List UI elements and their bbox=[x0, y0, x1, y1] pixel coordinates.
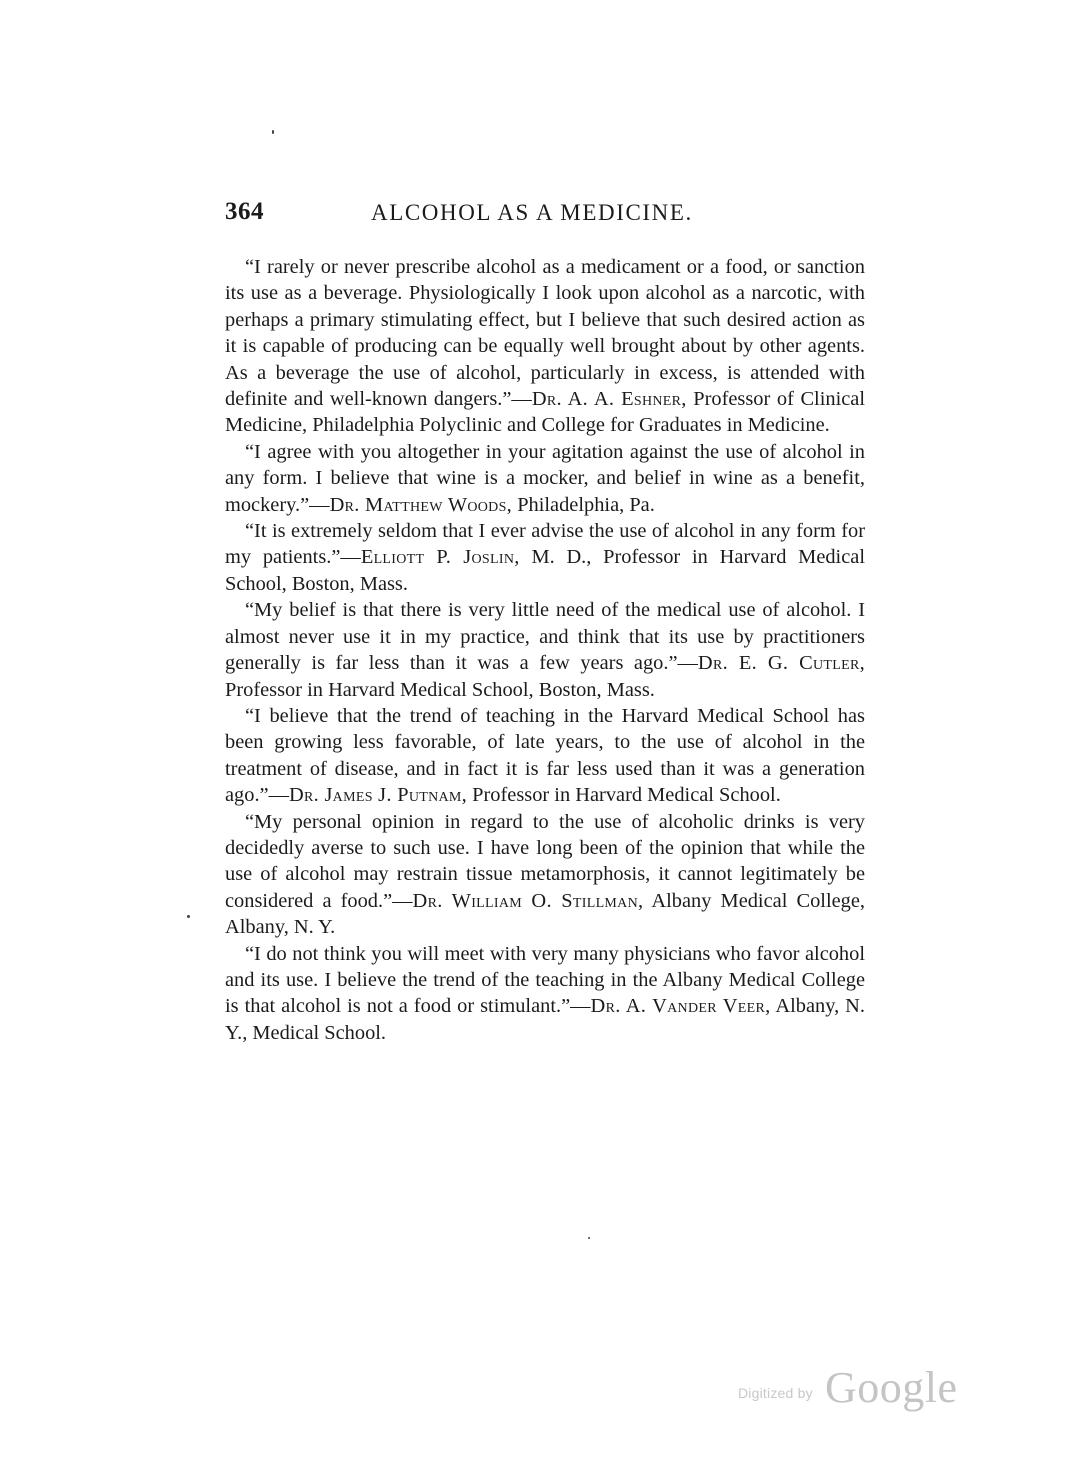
page-body bbox=[225, 254, 865, 1046]
testimonial-affiliation: Professor of Clinical Medicine, Philadelphia Polyclinic and College for Graduates in Medicine. bbox=[225, 388, 865, 437]
testimonial-paragraph bbox=[225, 941, 865, 1047]
page-number: 364 bbox=[225, 198, 264, 225]
testimonial-affiliation: Philadelphia, Pa. bbox=[512, 493, 655, 516]
testimonial-paragraph bbox=[225, 703, 865, 809]
testimonial-affiliation: Professor in Harvard Medical School. bbox=[467, 784, 781, 807]
testimonial-quote: “I agree with you altogether in your agitation against the use of alcohol in any form. I believe that wine is a mocker, and belief in wine as a benefit, mockery.”— bbox=[225, 440, 865, 516]
testimonial-quote: “My belief is that there is very little need of the medical use of alcohol. I almost never use it in my practice, and think that its use by practitioners generally is far less than it was a few years ago.”— bbox=[225, 599, 865, 675]
testimonial-affiliation: Albany Medical College, Albany, N. Y. bbox=[225, 889, 866, 939]
testimonial-affiliation: Albany, N. Y., Medical School. bbox=[225, 995, 865, 1044]
running-title: ALCOHOL AS A MEDICINE. bbox=[371, 200, 693, 225]
testimonial-quote: “I do not think you will meet with very many physicians who favor alcohol and its use. I believe the trend of the teaching in the Albany Medical College is that alcohol is not a food or stimulant.”— bbox=[225, 942, 865, 1018]
testimonial-author: Dr. A. A. Eshner, bbox=[531, 388, 687, 411]
testimonial-paragraph bbox=[225, 254, 865, 439]
testimonial-author: Dr. William O. Stillman, bbox=[412, 889, 644, 912]
testimonial-author: Dr. Matthew Woods, bbox=[329, 493, 513, 516]
testimonial-author: Dr. A. Vander Veer, bbox=[590, 995, 771, 1018]
watermark-prefix: Digitized by bbox=[738, 1385, 813, 1401]
testimonial-paragraph bbox=[225, 809, 865, 941]
google-logo: Google bbox=[825, 1363, 958, 1412]
page-header bbox=[225, 198, 865, 234]
testimonial-quote: “My personal opinion in regard to the use of alcoholic drinks is very decidedly averse to such use. I have long been of the opinion that while the use of alcohol may restrain tissue metamorphosis, it cannot legitimately be considered a food.”— bbox=[225, 810, 865, 912]
testimonial-affiliation: M. D., Professor in Harvard Medical School, Boston, Mass. bbox=[225, 546, 865, 595]
print-speck bbox=[187, 915, 190, 918]
testimonial-paragraph bbox=[225, 597, 865, 703]
testimonial-author: Dr. E. G. Cutler, bbox=[697, 652, 866, 675]
testimonial-quote: “It is extremely seldom that I ever advise the use of alcohol in any form for my patients.”— bbox=[225, 520, 865, 569]
testimonial-paragraph bbox=[225, 439, 865, 518]
print-speck bbox=[588, 1237, 590, 1239]
testimonial-quote: “I rarely or never prescribe alcohol as a medicament or a food, or sanction its use as a beverage. Physiologically I look upon alcohol as a narcotic, with perhaps a primary stimulating effect, but I believe that such desired action as it is capable of producing can be equally well brought about by other agents. As a beverage the use of alcohol, particularly in excess, is attended with definite and well-known dangers.”— bbox=[225, 256, 865, 411]
testimonial-author: Elliott P. Joslin, bbox=[360, 546, 520, 569]
print-speck bbox=[272, 130, 274, 134]
testimonial-affiliation: Professor in Harvard Medical School, Boston, Mass. bbox=[225, 678, 655, 701]
testimonial-paragraph bbox=[225, 518, 865, 597]
testimonial-quote: “I believe that the trend of teaching in the Harvard Medical School has been growing less favorable, of late years, to the use of alcohol in the treatment of disease, and in fact it is far less used than it was a generation ago.”— bbox=[225, 704, 865, 807]
testimonial-author: Dr. James J. Putnam, bbox=[288, 784, 468, 807]
